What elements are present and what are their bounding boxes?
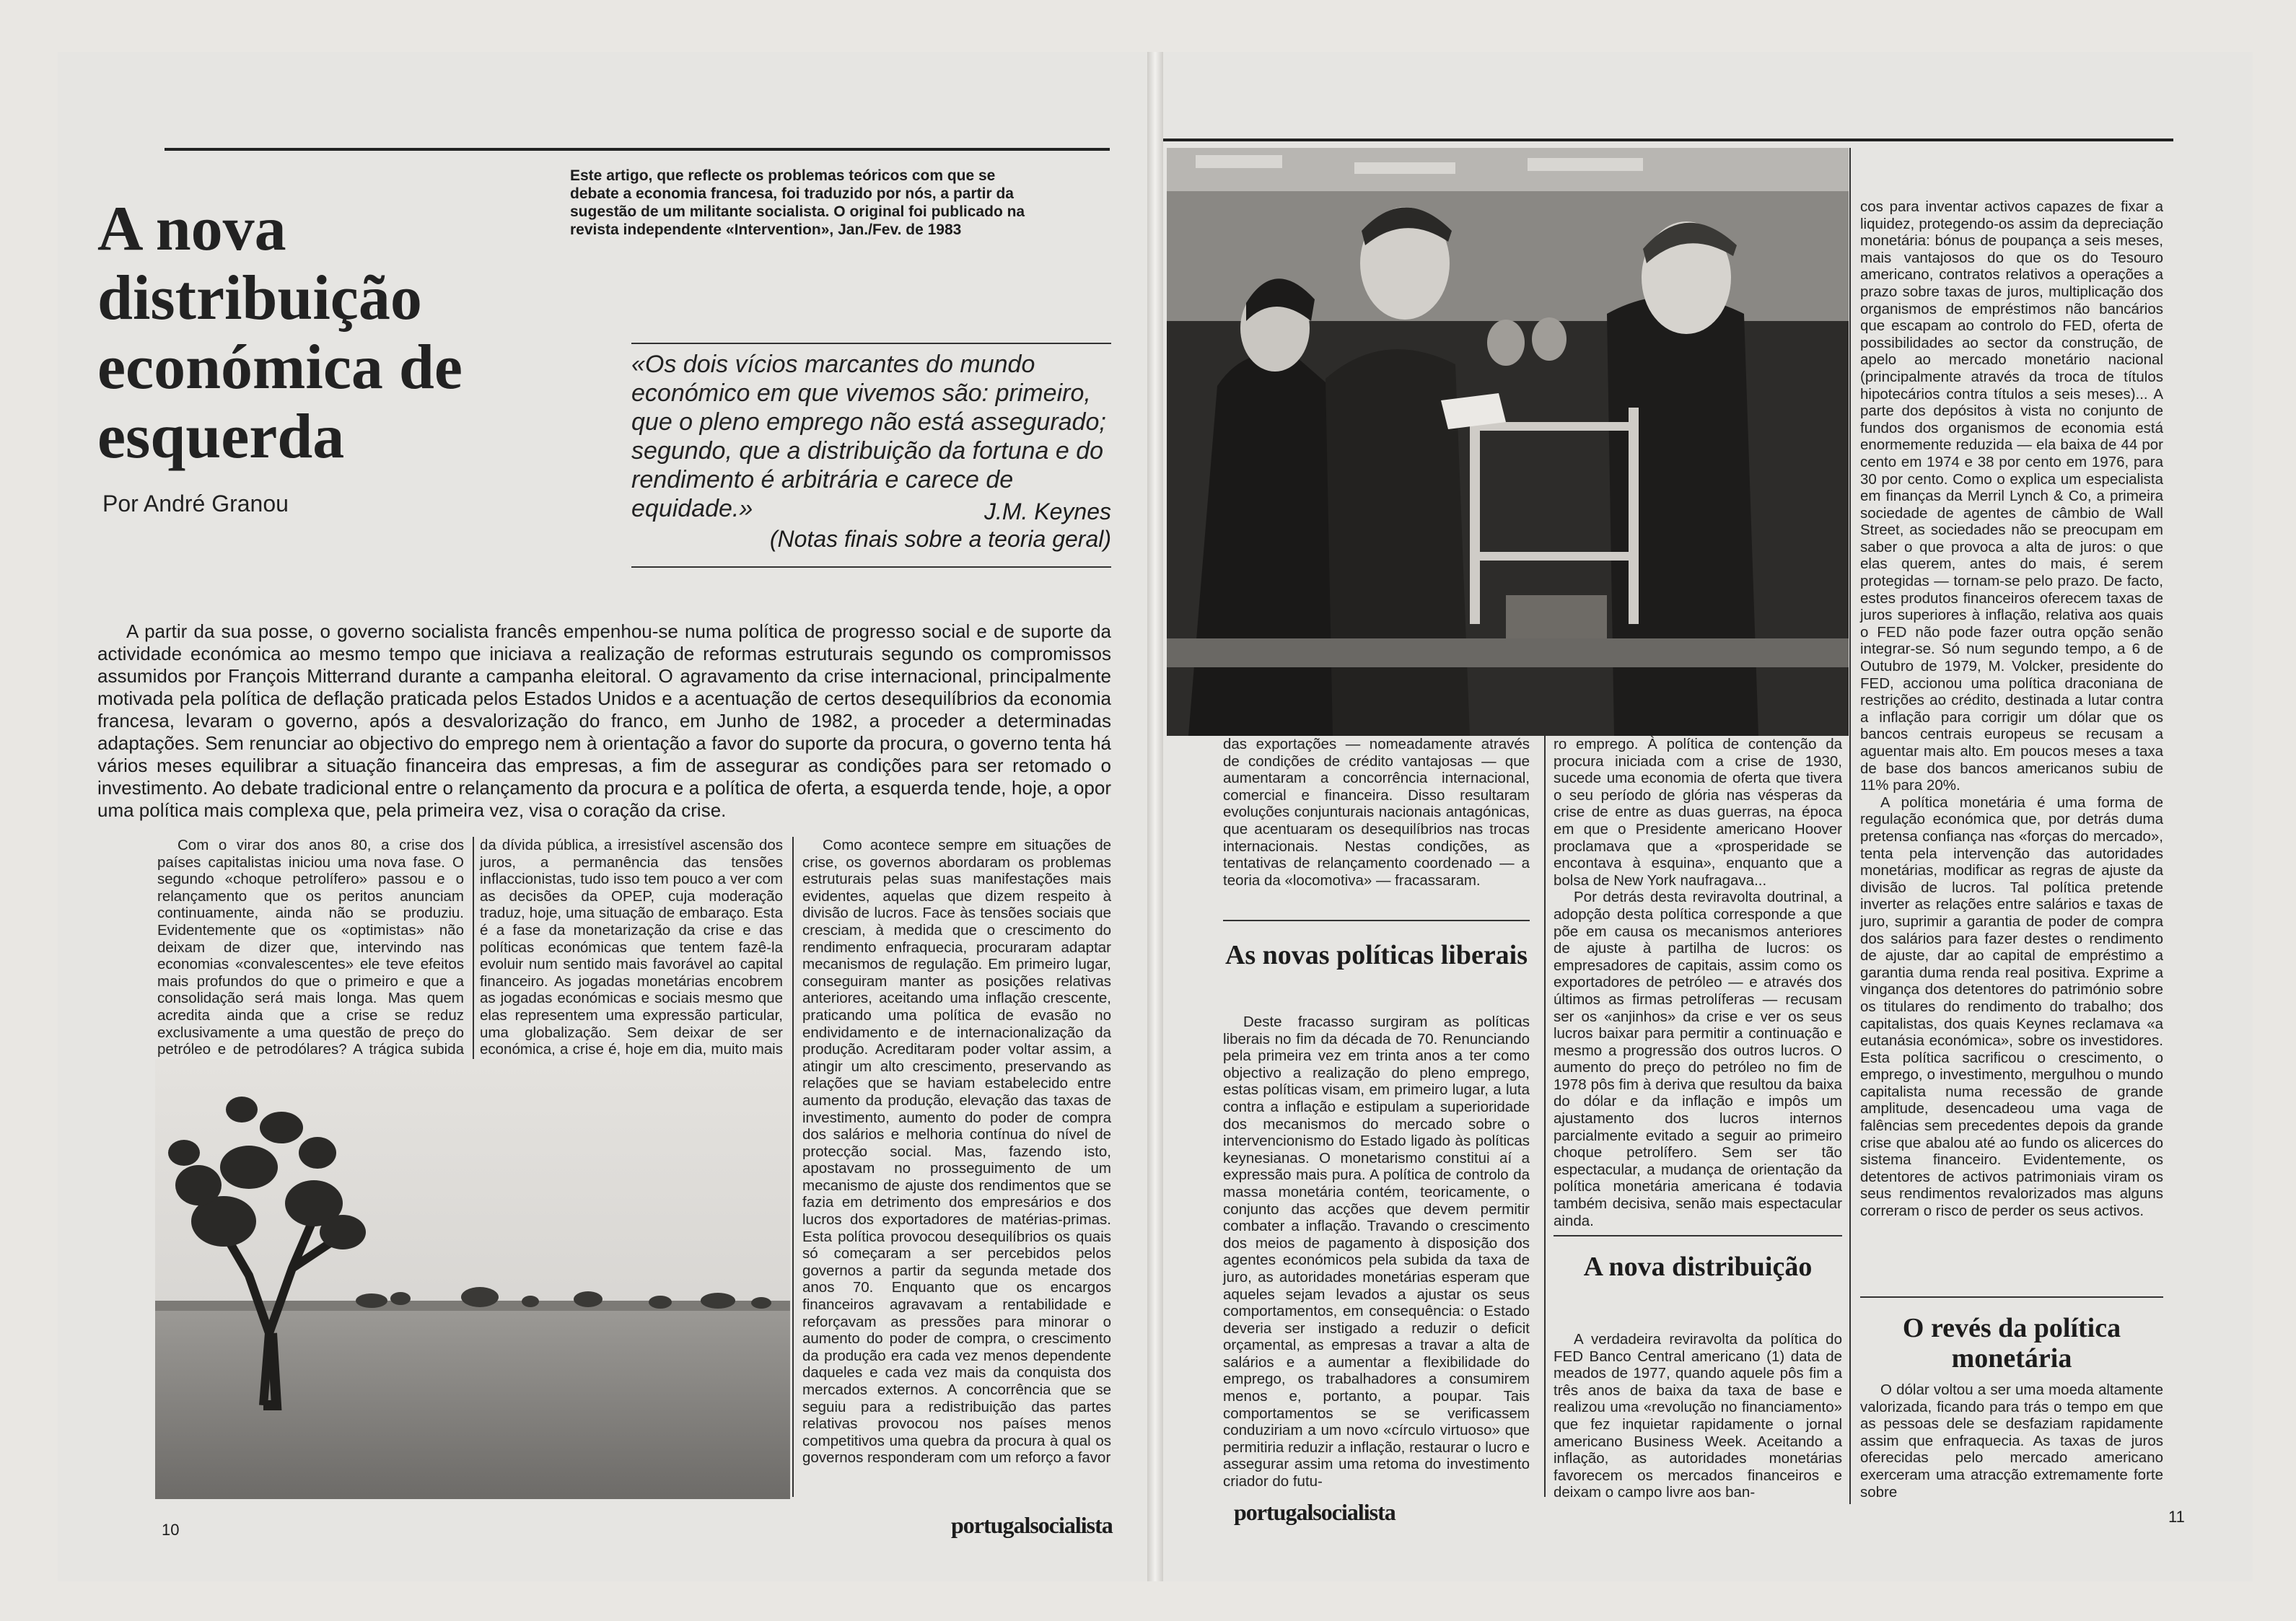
top-rule-left [165, 148, 1110, 151]
masthead-right: portugalsocialista [1234, 1499, 1395, 1525]
left-column-2-text: da dívida pública, a irresistível ascensão dos juros, a permanência das tensões inflaccionistas, tudo isso tem pouco a ver com as decisões da OPEP, cuja moderação traduz, hoje, uma situação de embaraço. Esta é a fase da monetarização da crise e das políticas económicas que tentem fazê-la evoluir num sentido mais favorável ao capital financeiro. As jogadas monetárias encobrem as jogadas económicas e sociais mesmo que elas representem uma expressão particular, uma globalização. Sem deixar de ser económica, a crise é, hoje em dia, muito mais [480, 837, 783, 1058]
column-divider [792, 837, 794, 1497]
left-column-1 [157, 837, 464, 1075]
right-column-3-top: cos para inventar activos capazes de fixar a liquidez, protegendo-os assim da depreciação monetária: bónus de poupança a seis meses, mais vantajosos do que os do Tesouro americano, contratos relativos a operações a prazo sobre taxas de juros, multiplicação dos organismos de empréstimos não bancários que escapam ao controlo do FED, oferta de possibilidades ao sector da construção, de apelo ao mercado monetário nacional (principalmente através da troca de títulos hipotecários contra títulos a seis meses)... A parte dos depósitos à vista no conjunto de fundos dos organismos de economia está enormemente reduzida — ela baixa de 44 por cento em 1974 e 38 por cento em 1976, para 30 por cento. Como o explica um especialista em finanças da Merril Lynch & Co, a primeira sociedade de agentes de câmbio de Wall Street, as sociedades não se preocupam em saber o que provoca a alta de juros: o que elas querem, antes do mais, é serem protegidas — tornam-se pelo prazo. De facto, estes produtos financeiros oferecem taxas de juros superiores à inflação, relativa aos quais o FED não pode fazer outra opção senão integrar-se. Só num segundo tempo, a 6 de Outubro de 1979, M. Volcker, presidente do FED, accionou uma política draconiana de restrições ao crédito, destinada a lutar contra a inflação para corrigir um dólar que os bancos centrais europeus se recusam a aguentar mais alto. Em poucos meses a taxa de base dos bancos americanos subiu de 11% para 20%. [1860, 198, 2163, 794]
right-column-1 [1223, 736, 1530, 889]
right-column-3-bottom [1860, 1381, 2163, 1501]
right-column-2-bottom-text: A verdadeira reviravolta da política do FED Banco Central americano (1) data de meados de 1977, quando aquele pôs fim a três anos de baixa da taxa de base e realizou uma «revolução no financiamento» que fez inquietar rapidamente o jornal americano Business Week. Aceitando a inflação, as autoridades monetárias favorecem os mercados financeiros e deixam o campo livre aos ban- [1554, 1331, 1842, 1501]
quote-author: J.M. Keynes [983, 498, 1111, 524]
section-rule [1554, 1235, 1842, 1236]
right-column-2-bottom [1554, 1331, 1842, 1501]
magazine-spine [1147, 52, 1163, 1581]
lead-paragraph: A partir da sua posse, o governo socialista francês empenhou-se numa política de progresso social e de suporte da actividade económica ao mesmo tempo que iniciava a realização de reformas estruturais segundo os compromissos assumidos por François Mitterrand durante a campanha eleitoral. O agravamento da crise internacional, principalmente motivada pela política de deflação praticada pelos Estados Unidos e a acentuação de certos desequilíbrios da economia francesa, levaram o governo, após a desvalorização do franco, em Junho de 1982, a proceder a determinadas adaptações. Sem renunciar ao objectivo do emprego nem à orientação a favor do suporte da procura, o governo tenta há vários meses equilibrar a situação financeira das empresas, a fim de assegurar as condições para ser retomado o investimento. Ao debate tradicional entre o relançamento da procura e a política de oferta, a esquerda tende, hoje, a opor uma política mais complexa que, pela primeira vez, visa o coração da crise. [97, 620, 1111, 821]
masthead-left: portugalsocialista [951, 1512, 1113, 1538]
quote-attribution [678, 498, 1111, 553]
right-column-2-top: ro emprego. À política de contenção da procura iniciada com a crise de 1930, sucede uma economia de oferta que tivera o seu período de glória nas vésperas da crise de entre as duas guerras, na época em que o Presidente americano Hoover proclamava que a «prosperidade se encontava à esquina», enquanto que a bolsa de New York naufragava... [1554, 736, 1842, 889]
editor-note: Este artigo, que reflecte os problemas teóricos com que se debate a economia francesa, foi traduzido por nós, a partir da sugestão de um militante socialista. O original foi publicado na revista independente «Intervention», Jan./Fev. de 1983 [570, 167, 1025, 238]
left-column-3-text: Como acontece sempre em situações de crise, os governos abordaram os problemas estruturais pelas suas manifestações mais evidentes, aquelas que dizem respeito à divisão de lucros. Face às tensões sociais que cresciam, à medida que o crescimento do rendimento enfraquecia, procuraram adaptar mecanismos de regulação. Em primeiro lugar, conseguiram manter as posições relativas anteriores, aceitando uma inflação crescente, praticando uma política de evasão no endividamento e de internacionalização da produção. Acreditaram poder voltar assim, a atingir um alto crescimento, preservando as relações que se haviam estabelecido entre aumento da produção, elevação das taxas de investimento, aumento do poder de compra dos salários e melhoria contínua do nível de protecção social. Mas, fazendo isto, apostavam no prosseguimento de um mecanismo de ajuste dos rendimentos que se fazia em detrimento dos empresários e dos lucros dos exportadores de matérias-primas. Esta política provocou desequilíbrios os quais só começaram a ser percebidos pelos governos a partir da segunda metade dos anos 70. Enquanto que os encargos financeiros agravavam a rentabilidade e reforçavam as pressões para minorar o aumento do poder de compra, o crescimento da produção era cada vez menos dependente daqueles e cada vez mais da conquista dos mercados externos. A concorrência que se seguiu para a redistribuição das partes relativas provocou nos países menos competitivos uma quebra da procura à qual os governos responderam com um reforço a favor [802, 837, 1111, 1467]
landscape-tree-photo [155, 1059, 790, 1499]
right-column-1-top: das exportações — nomeadamente através de condições de crédito vantajosas — que aumentaram a concorrência internacional, comercial e financeira. Disso resultaram evoluções conjunturais nacionais antagónicas, que acentuaram os desequilíbrios nas trocas internacionais. Nestas condições, as tentativas de relançamento coordenado — a teoria da «locomotiva» — fracassaram. [1223, 736, 1530, 889]
right-column-2-mid: Por detrás desta reviravolta doutrinal, a adopção desta política corresponde a que põe em causa os mecanismos anteriores de ajuste à partilha de lucros: os empresadores de capitais, assim como os exportadores de petróleo — e através dos últimos as firmas petrolíferas — recusam ser os «anjinhos» da crise e ver os seus lucros baixar para permitir a continuação e mesmo a progressão dos outros lucros. O aumento do preço do petróleo no fim de 1978 pôs fim à deriva que resultou da baixa do dólar e da inflação e impôs um ajustamento dos lucros internos parcialmente evitado a seguir ao primeiro choque petrolífero. Sem ser tão espectacular, a mudança de orientação da política monetária americana é todavia também decisiva, senão mais espectacular ainda. [1554, 889, 1842, 1229]
right-column-1-bottom [1223, 1014, 1530, 1490]
subhead-novas-politicas: As novas políticas liberais [1224, 940, 1528, 970]
keynes-quote: «Os dois vícios marcantes do mundo económico em que vivemos são: primeiro, que o pleno emprego não está assegurado; segundo, que a distribuição da fortuna e do rendimento é arbitrária e carece de equidade.» [631, 351, 1106, 522]
quote-source: (Notas finais sobre a teoria geral) [769, 526, 1111, 552]
workshop-photo [1167, 148, 1849, 736]
right-column-3-bottom-text: O dólar voltou a ser uma moeda altamente valorizada, ficando para trás o tempo em que as pessoas dele se desfaziam rapidamente assim que enfraquecia. As taxas de juros oferecidas pelo mercado americano exerceram uma atracção extremamente forte sobre [1860, 1381, 2163, 1501]
quote-bottom-rule [631, 566, 1111, 568]
byline: Por André Granou [102, 491, 289, 517]
right-column-1-bottom-text: Deste fracasso surgiram as políticas liberais no fim da década de 70. Renunciando pela primeira vez em trinta anos a ter como objectivo a realização do pleno emprego, estas políticas visam, em primeiro lugar, a luta contra a inflação e estipulam a superioridade dos mecanismos do mercado sobre o intervencionismo do Estado ligado às políticas keynesianas. O monetarismo constitui aí a expressão mais pura. A política de controlo da massa monetária contém, teoricamente, o conjunto das acções que devem permitir combater a inflação. Travando o crescimento dos meios de pagamento à disposição dos agentes económicos pela subida da taxa de juro, as autoridades monetárias esperam que aqueles sejam levados a ajustar os seus comportamentos, em consequência: o Estado deveria ser instigado a reduzir o deficit orçamental, as empresas a travar a alta de salários e a aumentar a flexibilidade do emprego, os trabalhadores a consumirem menos e, portanto, a poupar. Tais comportamentos se se verificassem conduziriam a um novo «círculo virtuoso» que permitiria reduzir a inflação, restaurar o lucro e assegurar assim uma retoma do investimento criador do futu- [1223, 1014, 1530, 1490]
page-number-left: 10 [162, 1521, 180, 1539]
right-column-2 [1554, 736, 1842, 1229]
left-column-3 [802, 837, 1111, 1467]
column-divider [1544, 736, 1546, 1497]
article-headline: A nova distribuição económica de esquerda [97, 194, 463, 472]
column-divider [1849, 148, 1851, 1504]
section-rule [1223, 920, 1530, 921]
top-rule-right [1163, 139, 2173, 141]
left-column-2 [480, 837, 783, 1075]
quote-top-rule [631, 343, 1111, 344]
right-column-3 [1860, 198, 2163, 1220]
column-divider [473, 837, 474, 1060]
right-column-3-mid: A política monetária é uma forma de regulação económica que, por detrás duma pretensa confiança nas «forças do mercado», tenta pela intervenção das autoridades monetárias, modificar as regras de ajuste da divisão de lucros. Tal política pretende inverter as relações entre salários e taxas de juro, suprimir a garantia de poder de compra dos salários para fazer destes o rendimento de ajuste, dar ao capital de empréstimo a garantia duma renda real positiva. Exprime a vingança dos detentores do património sobre os titulares do rendimento do trabalho; dos capitalistas, dos quais Keynes reclamava «a eutanásia económica», sobre os investidores. Esta política sacrificou o crescimento, o emprego, o investimento, mergulhou o mundo capitalista numa recessão de grande amplitude, desencadeou uma vaga de falências sem precedentes depois da grande crise que abalou até ao fundo os alicerces do sistema financeiro. Evidentemente, os detentores de activos patrimoniais viram os seus rendimentos revalorizados mas alguns correram o risco de perder os seus activos. [1860, 794, 2163, 1220]
left-column-1-text: Com o virar dos anos 80, a crise dos países capitalistas iniciou uma nova fase. O segundo «choque petrolífero» passou e o relançamento que os peritos anunciam continuamente, ainda não se produziu. Evidentemente que os «optimistas» não deixam de dizer que, intervindo nas economias «convalescentes» ele teve efeitos mais profundos do que o primeiro e que a consolidação será mais longa. Mas quem acredita ainda que a crise se reduz exclusivamente a uma questão de preço do petróleo e de petrodólares? A trágica subida [157, 837, 464, 1058]
section-rule [1860, 1296, 2163, 1298]
subhead-nova-distribuicao: A nova distribuição [1583, 1252, 1813, 1282]
page-number-right: 11 [2168, 1508, 2185, 1526]
subhead-reves-politica: O revés da política monetária [1902, 1313, 2121, 1374]
